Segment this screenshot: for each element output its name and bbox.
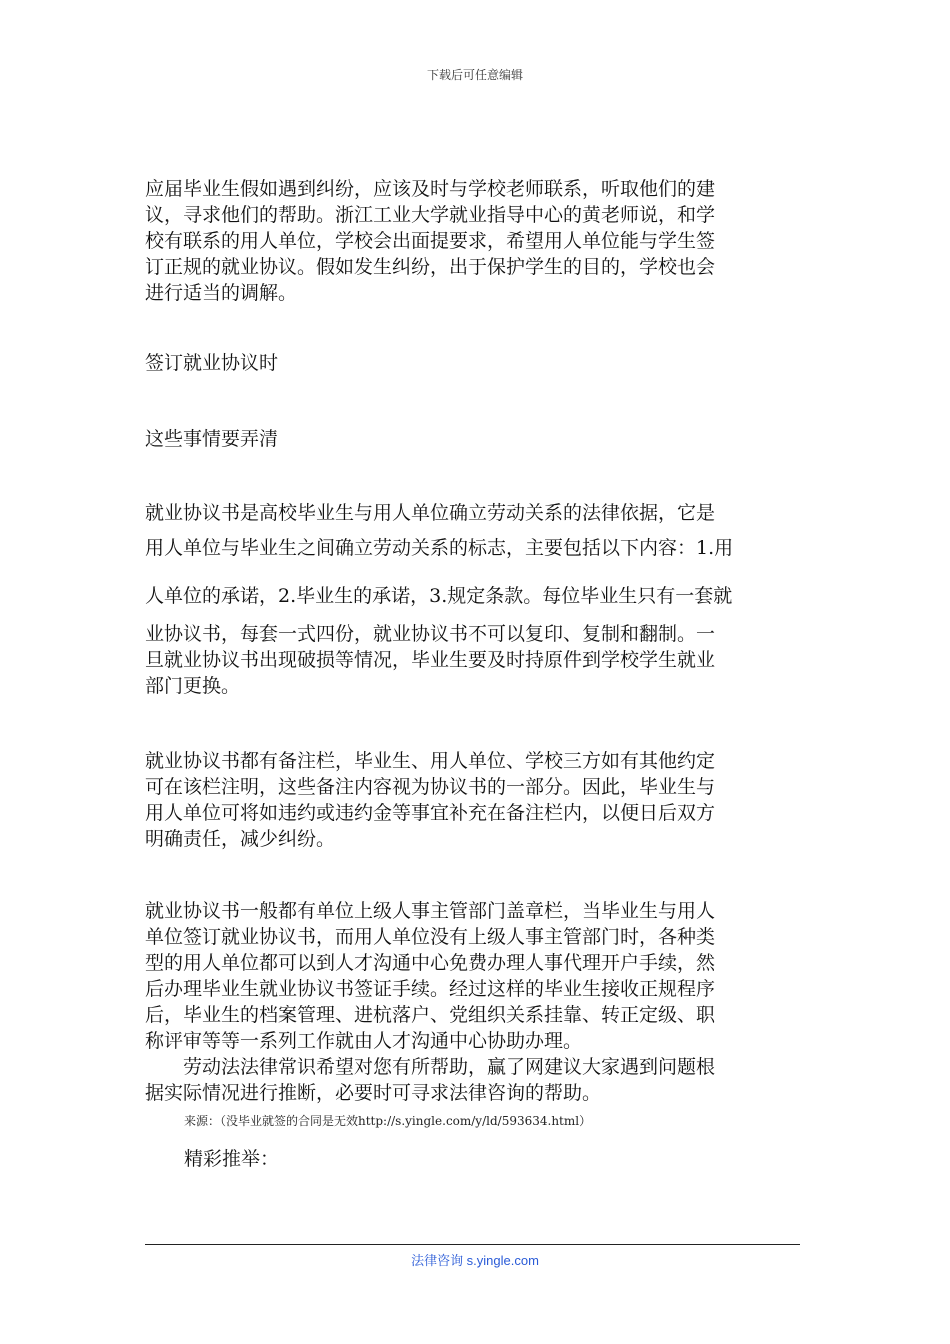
text-line: 可在该栏注明，这些备注内容视为协议书的一部分。因此，毕业生与 — [145, 776, 716, 798]
footer-divider — [145, 1244, 800, 1245]
text-line: 后办理毕业生就业协议书签证手续。经过这样的毕业生接收正规程序 — [145, 978, 716, 1000]
text-line: 应届毕业生假如遇到纠纷，应该及时与学校老师联系，听取他们的建 — [145, 178, 716, 200]
paragraph-4 — [145, 898, 810, 1106]
text-line: 劳动法法律常识希望对您有所帮助，赢了网建议大家遇到问题根 — [145, 1056, 716, 1078]
text-line: 单位签订就业协议书，而用人单位没有上级人事主管部门时，各种类 — [145, 926, 716, 948]
text-line: 旦就业协议书出现破损等情况，毕业生要及时持原件到学校学生就业 — [145, 649, 716, 671]
recommend-label: 精彩推举： — [184, 1148, 280, 1170]
source-line: 来源：（没毕业就签的合同是无效http://s.yingle.com/y/ld/593634.html） — [184, 1114, 592, 1128]
text-line: 就业协议书都有备注栏，毕业生、用人单位、学校三方如有其他约定 — [145, 750, 716, 772]
text-line: 就业协议书是高校毕业生与用人单位确立劳动关系的法律依据，它是 — [145, 502, 716, 524]
heading-2: 这些事情要弄清 — [145, 428, 279, 450]
paragraph-2 — [145, 500, 810, 699]
text-line: 就业协议书一般都有单位上级人事主管部门盖章栏，当毕业生与用人 — [145, 900, 716, 922]
text-line: 业协议书，每套一式四份，就业协议书不可以复印、复制和翻制。一 — [145, 623, 716, 645]
text-line: 明确责任，减少纠纷。 — [145, 828, 336, 850]
text-line: 据实际情况进行推断，必要时可寻求法律咨询的帮助。 — [145, 1082, 602, 1104]
paragraph-3 — [145, 748, 810, 852]
text-line: 订正规的就业协议。假如发生纠纷，出于保护学生的目的，学校也会 — [145, 256, 716, 278]
text-line: 进行适当的调解。 — [145, 282, 298, 304]
heading-1: 签订就业协议时 — [145, 352, 279, 374]
text-line: 型的用人单位都可以到人才沟通中心免费办理人事代理开户手续，然 — [145, 952, 716, 974]
text-line: 部门更换。 — [145, 675, 241, 697]
page-header: 下载后可任意编辑 — [426, 68, 523, 82]
text-line: 人单位的承诺，2.毕业生的承诺，3.规定条款。每位毕业生只有一套就 — [145, 585, 733, 607]
text-line: 用人单位可将如违约或违约金等事宜补充在备注栏内，以便日后双方 — [145, 802, 716, 824]
text-line: 用人单位与毕业生之间确立劳动关系的标志，主要包括以下内容：1.用 — [145, 537, 734, 559]
text-line: 校有联系的用人单位，学校会出面提要求，希望用人单位能与学生签 — [145, 230, 716, 252]
paragraph-1 — [145, 176, 810, 306]
text-line: 后，毕业生的档案管理、进杭落户、党组织关系挂靠、转正定级、职 — [145, 1004, 716, 1026]
text-line: 称评审等等一系列工作就由人才沟通中心协助办理。 — [145, 1030, 583, 1052]
footer-link[interactable]: 法律咨询 s.yingle.com — [411, 1253, 539, 1268]
text-line: 议，寻求他们的帮助。浙江工业大学就业指导中心的黄老师说，和学 — [145, 204, 716, 226]
